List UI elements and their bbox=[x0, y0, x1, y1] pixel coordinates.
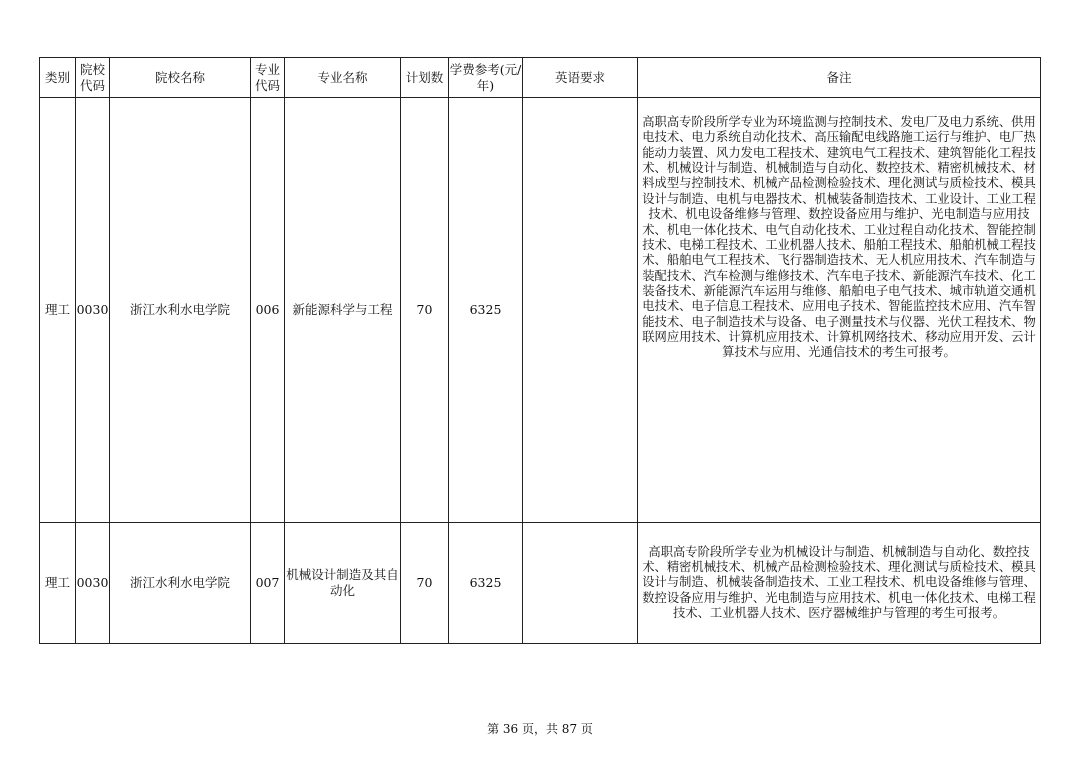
cell-remarks: 高职高专阶段所学专业为机械设计与制造、机械制造与自动化、数控技术、精密机械技术、机械产品检测检验技术、理化测试与质检技术、模具设计与制造、机械装备制造技术、工业工程技术、机电设备维修与管理、数控设备应用与维护、光电制造与应用技术、机电一体化技术、电梯工程技术、工业机器人技术、医疗器械维护与管理的考生可报考。 bbox=[638, 523, 1041, 644]
cell-major-code: 007 bbox=[251, 523, 285, 644]
cell-school-name: 浙江水利水电学院 bbox=[110, 98, 251, 523]
header-tuition: 学费参考(元/年) bbox=[449, 58, 523, 98]
cell-english bbox=[523, 98, 638, 523]
cell-plan: 70 bbox=[401, 523, 449, 644]
table-row bbox=[40, 98, 1041, 523]
header-school-code: 院校代码 bbox=[76, 58, 110, 98]
cell-major-name: 新能源科学与工程 bbox=[285, 98, 401, 523]
header-major-name: 专业名称 bbox=[285, 58, 401, 98]
admissions-table bbox=[39, 57, 1041, 644]
cell-school-name: 浙江水利水电学院 bbox=[110, 523, 251, 644]
table-row bbox=[40, 523, 1041, 644]
header-row bbox=[40, 58, 1041, 98]
cell-english bbox=[523, 523, 638, 644]
cell-remarks: 高职高专阶段所学专业为环境监测与控制技术、发电厂及电力系统、供用电技术、电力系统自动化技术、高压输配电线路施工运行与维护、电厂热能动力装置、风力发电工程技术、建筑电气工程技术、建筑智能化工程技术、机械设计与制造、机械制造与自动化、数控技术、精密机械技术、材料成型与控制技术、机械产品检测检验技术、理化测试与质检技术、模具设计与制造、电机与电器技术、机械装备制造技术、工业设计、工业工程技术、机电设备维修与管理、数控设备应用与维护、光电制造与应用技术、机电一体化技术、电气自动化技术、工业过程自动化技术、智能控制技术、电梯工程技术、工业机器人技术、船舶工程技术、船舶机械工程技术、船舶电气工程技术、飞行器制造技术、无人机应用技术、汽车制造与装配技术、汽车检测与维修技术、汽车电子技术、新能源汽车技术、化工装备技术、新能源汽车运用与维修、船舶电子电气技术、城市轨道交通机电技术、电子信息工程技术、应用电子技术、智能监控技术应用、汽车智能技术、电子制造技术与设备、电子测量技术与仪器、光伏工程技术、物联网应用技术、计算机应用技术、计算机网络技术、移动应用开发、云计算技术与应用、光通信技术的考生可报考。 bbox=[638, 98, 1041, 523]
cell-category: 理工 bbox=[40, 98, 76, 523]
header-category: 类别 bbox=[40, 58, 76, 98]
cell-category: 理工 bbox=[40, 523, 76, 644]
header-remarks: 备注 bbox=[638, 58, 1041, 98]
cell-major-name: 机械设计制造及其自动化 bbox=[285, 523, 401, 644]
cell-major-code: 006 bbox=[251, 98, 285, 523]
cell-plan: 70 bbox=[401, 98, 449, 523]
cell-tuition: 6325 bbox=[449, 98, 523, 523]
header-plan: 计划数 bbox=[401, 58, 449, 98]
header-school-name: 院校名称 bbox=[110, 58, 251, 98]
cell-tuition: 6325 bbox=[449, 523, 523, 644]
cell-school-code: 0030 bbox=[76, 523, 110, 644]
header-english: 英语要求 bbox=[523, 58, 638, 98]
page-footer: 第 36 页，共 87 页 bbox=[487, 722, 593, 736]
cell-school-code: 0030 bbox=[76, 98, 110, 523]
header-major-code: 专业代码 bbox=[251, 58, 285, 98]
